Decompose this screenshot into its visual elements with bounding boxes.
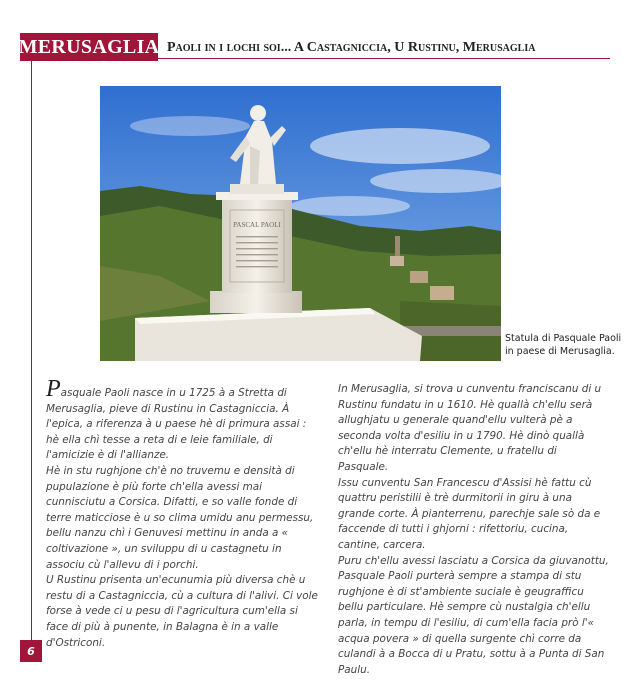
- paragraph: [46, 376, 318, 464]
- photo-caption: Statula di Pasquale Paoli in paese di Merusaglia.: [505, 333, 622, 357]
- paragraph: Puru ch'ellu avessi lasciatu a Corsica da giuvanottu, Pasquale Paoli purterà sempre a stampa di stu rughjone è di st'ambiente suciale è geugrafficu bellu particulare. Hè sempre cù nustalgia ch'ellu parla, in tempu di l'esiliu, di cum'ella facia prò l'« acqua povera » di quella surgente chì corre da culandi à a Bocca di u Pratu, sottu à a Punta di San Paulu.: [338, 554, 609, 676]
- plaque-inscription: PASCAL PAOLI: [233, 221, 281, 229]
- page-number: 6: [20, 640, 42, 662]
- margin-divider: [31, 61, 32, 643]
- text-column-left: [46, 376, 318, 651]
- text-column-right: [338, 382, 610, 678]
- header-divider: [158, 58, 610, 59]
- page-title: Paoli in i lochi soi... A Castagniccia, U Rustinu, Merusaglia: [167, 40, 536, 55]
- paragraph: U Rustinu prisenta un'ecunumia più diversa chè u restu di a Castagniccia, cù a cultura di l'alivi. Ci vole forse à vede ci u pesu di l'agricultura cum'ella si face di più à punente, in Balagna è in a valle d'Ostriconi.: [46, 574, 318, 649]
- paragraph: Issu cunventu San Francescu d'Assisi hè fattu cù quattru peristilii è trè durmitorii in giru à una grande corte. À pianterrenu, parechje sale sò da e faccende di tutti i ghjorni : rifettoriu, cucina, cantine, carcera.: [338, 476, 601, 551]
- paragraph-text: asquale Paoli nasce in u 1725 à a Stretta di Merusaglia, pieve di Rustinu in Castagniccia. À l'epica, a riferenza à u paese hè di primura assai : hè ella chì tesse a reta di e leie familiale, di l'amicizie è di l'allianze.: [46, 387, 307, 462]
- statue-photo: [100, 86, 501, 361]
- section-label: MERUSAGLIA: [20, 33, 158, 61]
- paragraph: In Merusaglia, si trova u cunventu franciscanu di u Rustinu fundatu in u 1610. Hè quallà ch'ellu serà allughjatu u generale quand'ellu vulterà pè a seconda volta d'esiliu in u 1790. Hè dinò quallà ch'ellu hè interratu Clemente, u fratellu di Pasquale.: [338, 383, 602, 473]
- drop-cap: P: [46, 376, 61, 402]
- paragraph: Hè in stu rughjone ch'è no truvemu e densità di pupulazione è più forte ch'ella avessi mai cunnisciutu a Corsica. Difatti, e so valle fonde di terre maticciose è u so clima umidu anu permessu, bellu nanzu chì i Genuvesi mettinu in anda a « coltivazione », un sviluppu di u castagnetu in associu cù l'allevu di i porchi.: [46, 464, 314, 571]
